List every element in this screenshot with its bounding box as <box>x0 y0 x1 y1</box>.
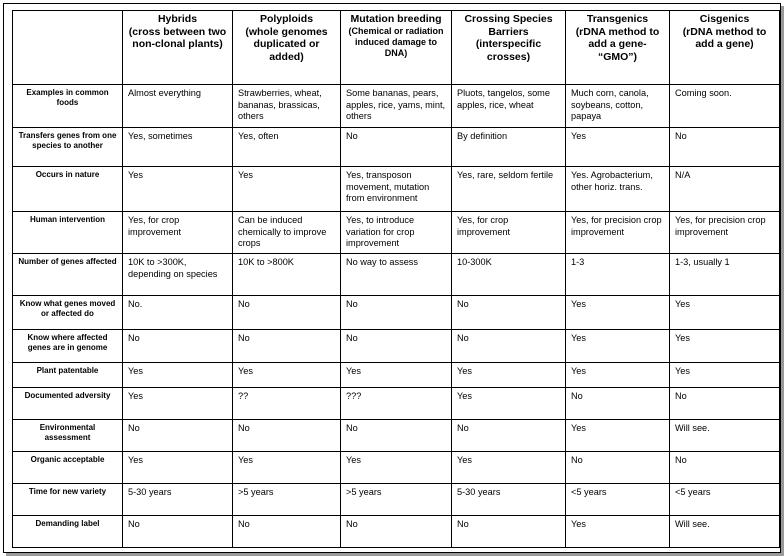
table-cell: No <box>341 420 452 452</box>
table-cell: Pluots, tangelos, some apples, rice, wheat <box>452 85 566 128</box>
column-subtitle: (whole genomes duplicated or added) <box>245 25 328 63</box>
table-cell: No <box>452 420 566 452</box>
table-row <box>13 330 780 363</box>
table-cell: No <box>123 420 233 452</box>
table-cell: No <box>670 388 780 420</box>
row-label: Environmental assessment <box>13 420 123 452</box>
table-cell: Yes <box>233 167 341 212</box>
table-cell: Yes <box>566 296 670 330</box>
comparison-table <box>12 10 780 548</box>
table-cell: Much corn, canola, soybeans, cotton, papaya <box>566 85 670 128</box>
table-cell: Yes <box>452 452 566 484</box>
table-cell: Coming soon. <box>670 85 780 128</box>
table-cell: <5 years <box>566 484 670 516</box>
table-cell: No <box>670 128 780 167</box>
table-cell: 10K to >300K, depending on species <box>123 254 233 296</box>
table-cell: No <box>233 330 341 363</box>
column-header <box>123 11 233 85</box>
table-cell: 1-3 <box>566 254 670 296</box>
column-subtitle: (rDNA method to add a gene- “GMO”) <box>575 25 660 63</box>
table-cell: Strawberries, wheat, bananas, brassicas, others <box>233 85 341 128</box>
table-cell: No <box>566 388 670 420</box>
table-cell: No. <box>123 296 233 330</box>
table-cell: Yes <box>123 363 233 388</box>
table-cell: 1-3, usually 1 <box>670 254 780 296</box>
table-cell: By definition <box>452 128 566 167</box>
table-cell: No <box>452 330 566 363</box>
table-cell: No <box>566 452 670 484</box>
table-cell: ?? <box>233 388 341 420</box>
column-title: Transgenics <box>586 13 649 25</box>
column-header <box>233 11 341 85</box>
table-cell: >5 years <box>341 484 452 516</box>
column-title: Cisgenics <box>699 13 750 25</box>
row-label: Transfers genes from one species to another <box>13 128 123 167</box>
table-cell: Yes <box>341 363 452 388</box>
table-frame <box>3 3 781 553</box>
table-row <box>13 254 780 296</box>
row-label: Know where affected genes are in genome <box>13 330 123 363</box>
table-cell: Will see. <box>670 516 780 548</box>
table-cell: Yes. Agrobacterium, other horiz. trans. <box>566 167 670 212</box>
table-cell: Yes <box>566 330 670 363</box>
table-row <box>13 516 780 548</box>
column-title: Hybrids <box>157 13 198 25</box>
column-title: Crossing Species Barriers <box>464 13 553 38</box>
table-row <box>13 85 780 128</box>
table-cell: Yes <box>566 363 670 388</box>
table-cell: No <box>233 516 341 548</box>
table-cell: 10-300K <box>452 254 566 296</box>
row-label: Organic acceptable <box>13 452 123 484</box>
column-title: Mutation breeding <box>350 13 442 25</box>
table-cell: No <box>341 330 452 363</box>
column-header <box>670 11 780 85</box>
column-subtitle: (rDNA method to add a gene) <box>682 25 767 50</box>
table-row <box>13 363 780 388</box>
table-cell: Yes, for crop improvement <box>452 212 566 254</box>
table-cell: No <box>341 128 452 167</box>
table-cell: No <box>123 516 233 548</box>
table-cell: Yes <box>566 516 670 548</box>
table-cell: Yes <box>233 452 341 484</box>
row-label: Time for new variety <box>13 484 123 516</box>
row-label: Number of genes affected <box>13 254 123 296</box>
table-cell: No <box>341 296 452 330</box>
table-row <box>13 420 780 452</box>
table-cell: Yes, to introduce variation for crop improvement <box>341 212 452 254</box>
row-label: Documented adversity <box>13 388 123 420</box>
table-cell: Yes, for crop improvement <box>123 212 233 254</box>
table-cell: No <box>233 296 341 330</box>
table-row <box>13 452 780 484</box>
table-cell: Yes <box>566 128 670 167</box>
row-label: Human intervention <box>13 212 123 254</box>
table-cell: 10K to >800K <box>233 254 341 296</box>
table-row <box>13 296 780 330</box>
table-row <box>13 484 780 516</box>
table-cell: No <box>123 330 233 363</box>
row-label: Know what genes moved or affected do <box>13 296 123 330</box>
table-cell: >5 years <box>233 484 341 516</box>
table-cell: Yes <box>452 363 566 388</box>
table-cell: Yes, transposon movement, mutation from environment <box>341 167 452 212</box>
table-cell: Yes <box>341 452 452 484</box>
table-cell: Yes <box>123 452 233 484</box>
table-row <box>13 388 780 420</box>
row-label: Demanding label <box>13 516 123 548</box>
table-cell: Will see. <box>670 420 780 452</box>
table-cell: Yes <box>670 296 780 330</box>
table-cell: No <box>341 516 452 548</box>
column-subtitle: (interspecific crosses) <box>475 38 542 63</box>
column-subtitle: (cross between two non-clonal plants) <box>128 25 227 50</box>
table-cell: Some bananas, pears, apples, rice, yams, mint, others <box>341 85 452 128</box>
table-cell: ??? <box>341 388 452 420</box>
table-cell: Yes <box>452 388 566 420</box>
table-cell: Can be induced chemically to improve crops <box>233 212 341 254</box>
header-row <box>13 11 780 85</box>
row-label: Plant patentable <box>13 363 123 388</box>
table-row <box>13 167 780 212</box>
column-title: Polyploids <box>259 13 314 25</box>
table-cell: Almost everything <box>123 85 233 128</box>
table-row <box>13 212 780 254</box>
column-header <box>341 11 452 85</box>
table-cell: No way to assess <box>341 254 452 296</box>
table-cell: Yes <box>670 363 780 388</box>
table-cell: No <box>452 296 566 330</box>
table-cell: Yes, sometimes <box>123 128 233 167</box>
column-header <box>566 11 670 85</box>
row-label: Examples in common foods <box>13 85 123 128</box>
table-cell: 5-30 years <box>123 484 233 516</box>
column-header <box>452 11 566 85</box>
table-cell: Yes <box>670 330 780 363</box>
table-cell: No <box>670 452 780 484</box>
table-cell: Yes <box>123 388 233 420</box>
row-label: Occurs in nature <box>13 167 123 212</box>
table-cell: N/A <box>670 167 780 212</box>
table-cell: Yes, for precision crop improvement <box>566 212 670 254</box>
table-cell: Yes, often <box>233 128 341 167</box>
table-cell: Yes <box>123 167 233 212</box>
table-cell: <5 years <box>670 484 780 516</box>
table-cell: No <box>233 420 341 452</box>
table-cell: 5-30 years <box>452 484 566 516</box>
table-cell: Yes <box>233 363 341 388</box>
table-cell: Yes, rare, seldom fertile <box>452 167 566 212</box>
table-row <box>13 128 780 167</box>
table-cell: No <box>452 516 566 548</box>
corner-cell <box>13 11 123 85</box>
column-subtitle: (Chemical or radiation induced damage to DNA) <box>348 25 444 58</box>
table-cell: Yes <box>566 420 670 452</box>
table-cell: Yes, for precision crop improvement <box>670 212 780 254</box>
